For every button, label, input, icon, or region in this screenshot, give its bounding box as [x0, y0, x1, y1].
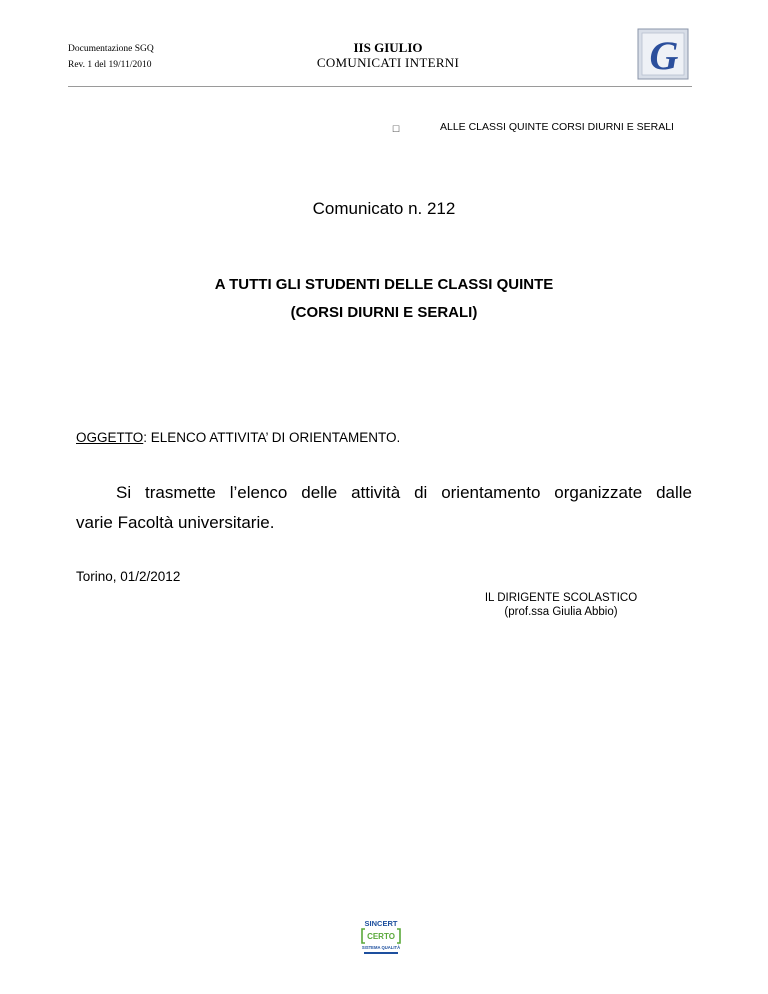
- header-divider: [68, 86, 692, 87]
- section-name: COMUNICATI INTERNI: [316, 55, 460, 70]
- cert-bottom-text: SISTEMA QUALITÀ: [361, 945, 401, 950]
- school-logo-icon: [637, 28, 689, 80]
- cert-top-text: SINCERT: [364, 919, 398, 928]
- header-center: [300, 40, 476, 70]
- cert-middle-text: CERTO: [367, 932, 395, 941]
- signature-name: (prof.ssa Giulia Abbio): [504, 606, 618, 618]
- body-paragraph: [76, 478, 692, 538]
- signature-role: IL DIRIGENTE SCOLASTICO: [484, 592, 638, 604]
- school-name: IIS GIULIO: [353, 40, 423, 55]
- body-line-1: Si trasmette l’elenco delle attività di orientamento organizzate dalle: [116, 483, 692, 502]
- signature-block: [461, 591, 661, 619]
- recipients-text: ALLE CLASSI QUINTE CORSI DIURNI E SERALI: [440, 121, 674, 133]
- subject-text: : ELENCO ATTIVITA’ DI ORIENTAMENTO.: [143, 430, 401, 445]
- heading-line-1: A TUTTI GLI STUDENTI DELLE CLASSI QUINTE: [214, 276, 554, 293]
- place-date: Torino, 01/2/2012: [76, 569, 181, 584]
- checkbox-icon: ☐: [392, 124, 401, 134]
- subject-label: OGGETTO: [76, 430, 144, 445]
- header-left: [68, 41, 154, 73]
- communication-title: Comunicato n. 212: [312, 199, 456, 218]
- heading-line-2: (CORSI DIURNI E SERALI): [290, 304, 478, 321]
- certification-logo-icon: [358, 918, 404, 956]
- doc-label: Documentazione SGQ: [68, 44, 154, 54]
- body-line-2: varie Facoltà universitarie.: [76, 513, 275, 532]
- subject-line: [76, 430, 400, 445]
- revision-label: Rev. 1 del 19/11/2010: [68, 60, 152, 70]
- logo-letter: G: [649, 33, 679, 78]
